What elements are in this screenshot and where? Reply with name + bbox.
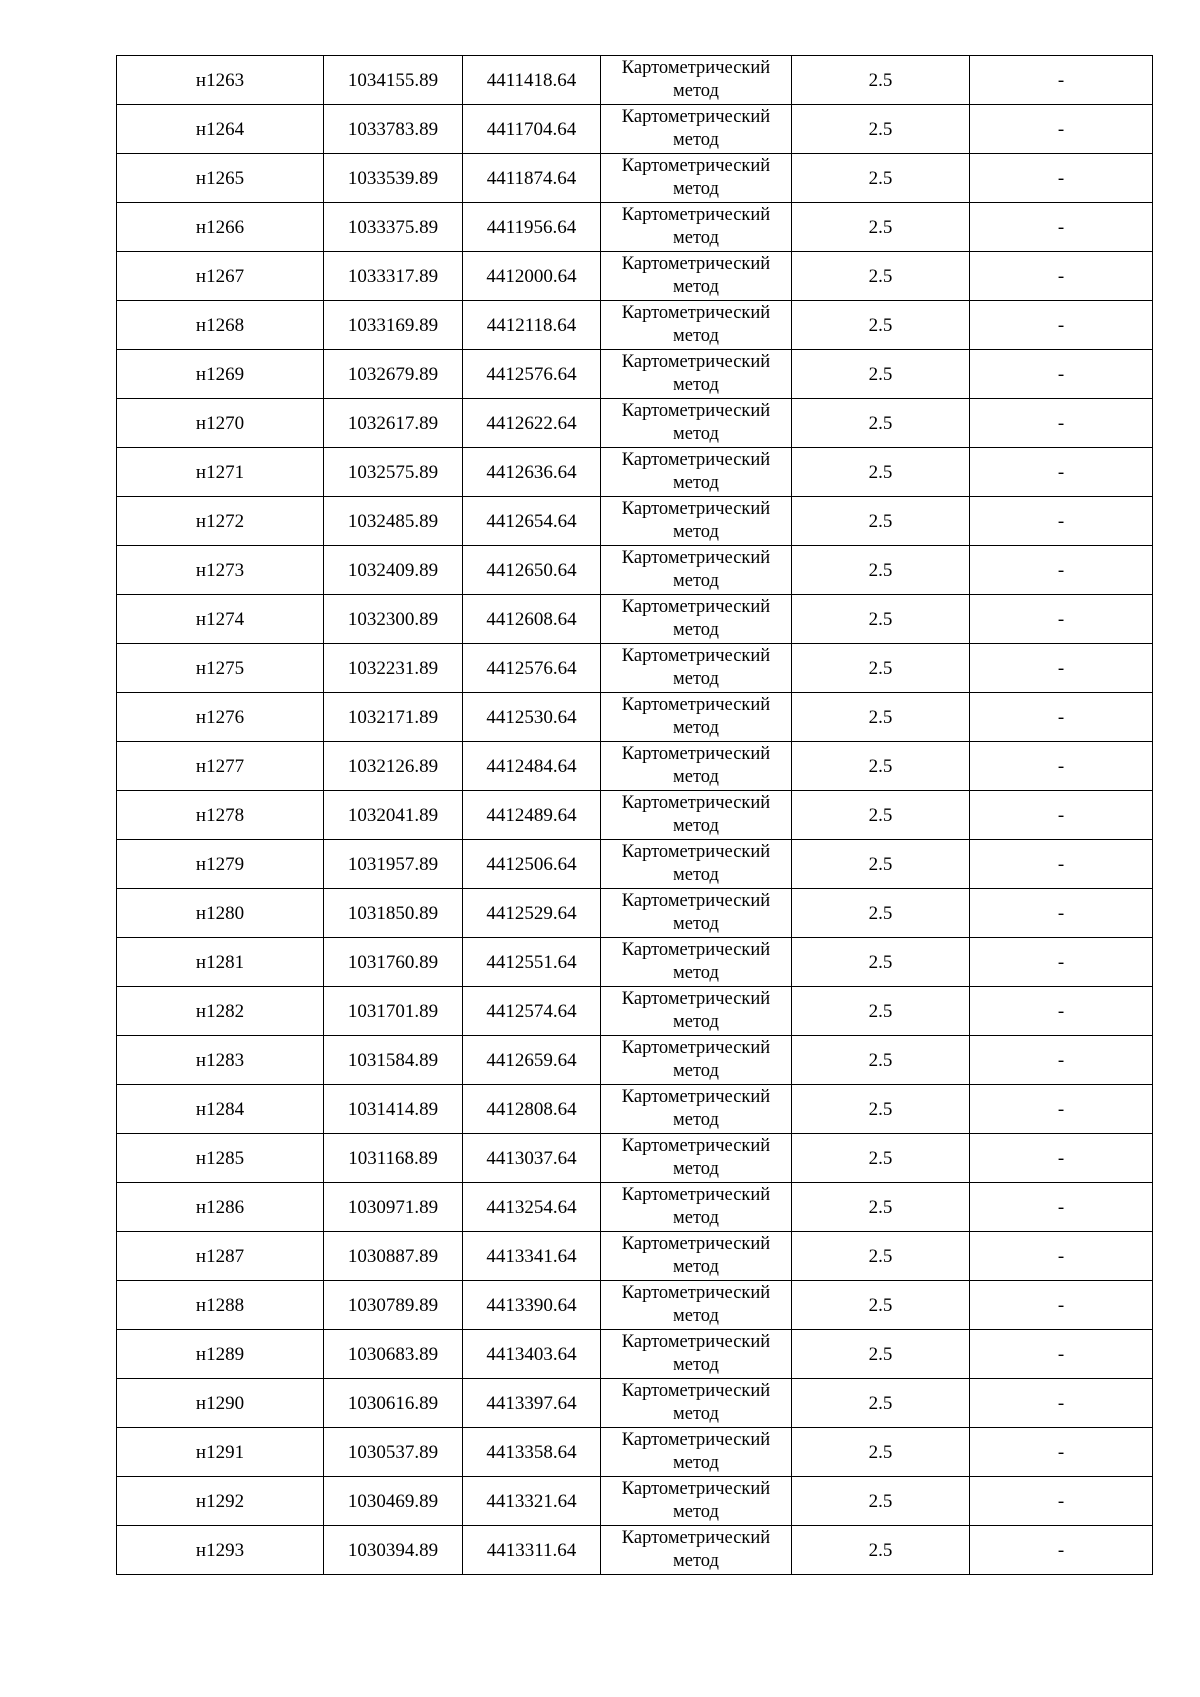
y-coordinate-cell: 4412654.64 bbox=[463, 497, 601, 546]
method-line-1: Картометрический bbox=[621, 303, 771, 323]
coordinates-table-body bbox=[117, 56, 1153, 1575]
method-cell bbox=[601, 1526, 792, 1575]
table-row bbox=[117, 105, 1153, 154]
method-cell bbox=[601, 399, 792, 448]
method-line-1: Картометрический bbox=[621, 499, 771, 519]
point-id-cell: н1286 bbox=[117, 1183, 324, 1232]
method-line-2: метод bbox=[673, 1257, 719, 1277]
point-id-cell: н1281 bbox=[117, 938, 324, 987]
table-row bbox=[117, 1232, 1153, 1281]
y-coordinate-cell: 4411956.64 bbox=[463, 203, 601, 252]
y-coordinate-cell: 4413311.64 bbox=[463, 1526, 601, 1575]
method-line-1: Картометрический bbox=[621, 1185, 771, 1205]
table-row bbox=[117, 1281, 1153, 1330]
accuracy-cell: 2.5 bbox=[792, 399, 970, 448]
method-line-1: Картометрический bbox=[621, 842, 771, 862]
table-row bbox=[117, 350, 1153, 399]
x-coordinate-cell: 1033169.89 bbox=[324, 301, 463, 350]
note-cell: - bbox=[970, 497, 1153, 546]
y-coordinate-cell: 4413254.64 bbox=[463, 1183, 601, 1232]
note-cell: - bbox=[970, 448, 1153, 497]
x-coordinate-cell: 1031168.89 bbox=[324, 1134, 463, 1183]
point-id-cell: н1271 bbox=[117, 448, 324, 497]
accuracy-cell: 2.5 bbox=[792, 497, 970, 546]
method-cell bbox=[601, 840, 792, 889]
point-id-cell: н1279 bbox=[117, 840, 324, 889]
accuracy-cell: 2.5 bbox=[792, 938, 970, 987]
x-coordinate-cell: 1031957.89 bbox=[324, 840, 463, 889]
x-coordinate-cell: 1032679.89 bbox=[324, 350, 463, 399]
point-id-cell: н1290 bbox=[117, 1379, 324, 1428]
method-line-1: Картометрический bbox=[621, 1038, 771, 1058]
point-id-cell: н1265 bbox=[117, 154, 324, 203]
method-line-2: метод bbox=[673, 228, 719, 248]
method-line-1: Картометрический bbox=[621, 744, 771, 764]
table-row bbox=[117, 840, 1153, 889]
point-id-cell: н1277 bbox=[117, 742, 324, 791]
x-coordinate-cell: 1032617.89 bbox=[324, 399, 463, 448]
method-cell bbox=[601, 497, 792, 546]
method-line-2: метод bbox=[673, 424, 719, 444]
table-row bbox=[117, 1428, 1153, 1477]
method-line-2: метод bbox=[673, 1306, 719, 1326]
point-id-cell: н1270 bbox=[117, 399, 324, 448]
method-line-1: Картометрический bbox=[621, 695, 771, 715]
table-row bbox=[117, 399, 1153, 448]
point-id-cell: н1285 bbox=[117, 1134, 324, 1183]
method-line-2: метод bbox=[673, 914, 719, 934]
y-coordinate-cell: 4412622.64 bbox=[463, 399, 601, 448]
method-line-1: Картометрический bbox=[621, 1234, 771, 1254]
y-coordinate-cell: 4411418.64 bbox=[463, 56, 601, 105]
table-row bbox=[117, 448, 1153, 497]
table-row bbox=[117, 203, 1153, 252]
method-line-1: Картометрический bbox=[621, 548, 771, 568]
method-cell bbox=[601, 1379, 792, 1428]
method-cell bbox=[601, 1085, 792, 1134]
x-coordinate-cell: 1030971.89 bbox=[324, 1183, 463, 1232]
method-cell bbox=[601, 252, 792, 301]
point-id-cell: н1287 bbox=[117, 1232, 324, 1281]
method-line-1: Картометрический bbox=[621, 1381, 771, 1401]
y-coordinate-cell: 4413037.64 bbox=[463, 1134, 601, 1183]
method-cell bbox=[601, 742, 792, 791]
y-coordinate-cell: 4412000.64 bbox=[463, 252, 601, 301]
table-row bbox=[117, 791, 1153, 840]
method-line-1: Картометрический bbox=[621, 597, 771, 617]
method-line-2: метод bbox=[673, 1110, 719, 1130]
note-cell: - bbox=[970, 1036, 1153, 1085]
table-row bbox=[117, 154, 1153, 203]
method-line-1: Картометрический bbox=[621, 1283, 771, 1303]
note-cell: - bbox=[970, 791, 1153, 840]
x-coordinate-cell: 1031850.89 bbox=[324, 889, 463, 938]
accuracy-cell: 2.5 bbox=[792, 1477, 970, 1526]
point-id-cell: н1273 bbox=[117, 546, 324, 595]
accuracy-cell: 2.5 bbox=[792, 840, 970, 889]
point-id-cell: н1289 bbox=[117, 1330, 324, 1379]
y-coordinate-cell: 4412808.64 bbox=[463, 1085, 601, 1134]
table-row bbox=[117, 1036, 1153, 1085]
x-coordinate-cell: 1032171.89 bbox=[324, 693, 463, 742]
method-line-1: Картометрический bbox=[621, 254, 771, 274]
table-row bbox=[117, 1379, 1153, 1428]
method-cell bbox=[601, 1477, 792, 1526]
method-cell bbox=[601, 644, 792, 693]
y-coordinate-cell: 4412530.64 bbox=[463, 693, 601, 742]
accuracy-cell: 2.5 bbox=[792, 1526, 970, 1575]
method-cell bbox=[601, 448, 792, 497]
x-coordinate-cell: 1031414.89 bbox=[324, 1085, 463, 1134]
point-id-cell: н1293 bbox=[117, 1526, 324, 1575]
note-cell: - bbox=[970, 1428, 1153, 1477]
method-line-1: Картометрический bbox=[621, 1087, 771, 1107]
note-cell: - bbox=[970, 742, 1153, 791]
method-line-2: метод bbox=[673, 669, 719, 689]
note-cell: - bbox=[970, 1183, 1153, 1232]
method-line-2: метод bbox=[673, 1355, 719, 1375]
method-line-2: метод bbox=[673, 81, 719, 101]
method-line-2: метод bbox=[673, 620, 719, 640]
y-coordinate-cell: 4413397.64 bbox=[463, 1379, 601, 1428]
method-cell bbox=[601, 595, 792, 644]
table-row bbox=[117, 693, 1153, 742]
point-id-cell: н1267 bbox=[117, 252, 324, 301]
point-id-cell: н1282 bbox=[117, 987, 324, 1036]
method-cell bbox=[601, 791, 792, 840]
method-line-2: метод bbox=[673, 816, 719, 836]
x-coordinate-cell: 1030469.89 bbox=[324, 1477, 463, 1526]
note-cell: - bbox=[970, 889, 1153, 938]
y-coordinate-cell: 4413341.64 bbox=[463, 1232, 601, 1281]
accuracy-cell: 2.5 bbox=[792, 889, 970, 938]
table-row bbox=[117, 1330, 1153, 1379]
method-line-2: метод bbox=[673, 326, 719, 346]
table-row bbox=[117, 546, 1153, 595]
table-row bbox=[117, 252, 1153, 301]
table-row bbox=[117, 1134, 1153, 1183]
y-coordinate-cell: 4412484.64 bbox=[463, 742, 601, 791]
x-coordinate-cell: 1032575.89 bbox=[324, 448, 463, 497]
y-coordinate-cell: 4413358.64 bbox=[463, 1428, 601, 1477]
accuracy-cell: 2.5 bbox=[792, 644, 970, 693]
y-coordinate-cell: 4411874.64 bbox=[463, 154, 601, 203]
point-id-cell: н1283 bbox=[117, 1036, 324, 1085]
method-line-1: Картометрический bbox=[621, 450, 771, 470]
accuracy-cell: 2.5 bbox=[792, 203, 970, 252]
x-coordinate-cell: 1032300.89 bbox=[324, 595, 463, 644]
x-coordinate-cell: 1030394.89 bbox=[324, 1526, 463, 1575]
method-cell bbox=[601, 987, 792, 1036]
method-line-2: метод bbox=[673, 130, 719, 150]
y-coordinate-cell: 4412489.64 bbox=[463, 791, 601, 840]
method-line-1: Картометрический bbox=[621, 1430, 771, 1450]
note-cell: - bbox=[970, 1330, 1153, 1379]
accuracy-cell: 2.5 bbox=[792, 1134, 970, 1183]
table-row bbox=[117, 301, 1153, 350]
method-line-1: Картометрический bbox=[621, 352, 771, 372]
method-line-1: Картометрический bbox=[621, 156, 771, 176]
x-coordinate-cell: 1033375.89 bbox=[324, 203, 463, 252]
method-cell bbox=[601, 1183, 792, 1232]
method-line-2: метод bbox=[673, 1061, 719, 1081]
accuracy-cell: 2.5 bbox=[792, 56, 970, 105]
table-row bbox=[117, 497, 1153, 546]
coordinates-table bbox=[116, 55, 1153, 1575]
point-id-cell: н1264 bbox=[117, 105, 324, 154]
accuracy-cell: 2.5 bbox=[792, 546, 970, 595]
point-id-cell: н1284 bbox=[117, 1085, 324, 1134]
y-coordinate-cell: 4413403.64 bbox=[463, 1330, 601, 1379]
accuracy-cell: 2.5 bbox=[792, 1183, 970, 1232]
accuracy-cell: 2.5 bbox=[792, 987, 970, 1036]
method-cell bbox=[601, 203, 792, 252]
table-row bbox=[117, 889, 1153, 938]
y-coordinate-cell: 4412650.64 bbox=[463, 546, 601, 595]
accuracy-cell: 2.5 bbox=[792, 1232, 970, 1281]
y-coordinate-cell: 4412574.64 bbox=[463, 987, 601, 1036]
y-coordinate-cell: 4412529.64 bbox=[463, 889, 601, 938]
accuracy-cell: 2.5 bbox=[792, 693, 970, 742]
point-id-cell: н1263 bbox=[117, 56, 324, 105]
x-coordinate-cell: 1030616.89 bbox=[324, 1379, 463, 1428]
x-coordinate-cell: 1033317.89 bbox=[324, 252, 463, 301]
accuracy-cell: 2.5 bbox=[792, 742, 970, 791]
accuracy-cell: 2.5 bbox=[792, 252, 970, 301]
method-cell bbox=[601, 154, 792, 203]
y-coordinate-cell: 4412636.64 bbox=[463, 448, 601, 497]
method-line-1: Картометрический bbox=[621, 1528, 771, 1548]
x-coordinate-cell: 1033539.89 bbox=[324, 154, 463, 203]
method-line-2: метод bbox=[673, 1502, 719, 1522]
accuracy-cell: 2.5 bbox=[792, 1428, 970, 1477]
method-line-2: метод bbox=[673, 1453, 719, 1473]
x-coordinate-cell: 1030887.89 bbox=[324, 1232, 463, 1281]
accuracy-cell: 2.5 bbox=[792, 1036, 970, 1085]
point-id-cell: н1288 bbox=[117, 1281, 324, 1330]
method-cell bbox=[601, 1330, 792, 1379]
method-cell bbox=[601, 693, 792, 742]
note-cell: - bbox=[970, 301, 1153, 350]
point-id-cell: н1292 bbox=[117, 1477, 324, 1526]
accuracy-cell: 2.5 bbox=[792, 1281, 970, 1330]
table-row bbox=[117, 938, 1153, 987]
y-coordinate-cell: 4412118.64 bbox=[463, 301, 601, 350]
method-line-2: метод bbox=[673, 1551, 719, 1571]
point-id-cell: н1275 bbox=[117, 644, 324, 693]
table-row bbox=[117, 644, 1153, 693]
method-line-2: метод bbox=[673, 865, 719, 885]
table-row bbox=[117, 56, 1153, 105]
accuracy-cell: 2.5 bbox=[792, 1085, 970, 1134]
note-cell: - bbox=[970, 1232, 1153, 1281]
x-coordinate-cell: 1032231.89 bbox=[324, 644, 463, 693]
method-line-1: Картометрический bbox=[621, 940, 771, 960]
table-row bbox=[117, 1477, 1153, 1526]
method-line-1: Картометрический bbox=[621, 1332, 771, 1352]
point-id-cell: н1291 bbox=[117, 1428, 324, 1477]
method-cell bbox=[601, 938, 792, 987]
x-coordinate-cell: 1032041.89 bbox=[324, 791, 463, 840]
method-line-2: метод bbox=[673, 571, 719, 591]
method-line-1: Картометрический bbox=[621, 401, 771, 421]
method-cell bbox=[601, 889, 792, 938]
method-line-1: Картометрический bbox=[621, 1136, 771, 1156]
method-line-2: метод bbox=[673, 179, 719, 199]
y-coordinate-cell: 4412576.64 bbox=[463, 350, 601, 399]
x-coordinate-cell: 1032409.89 bbox=[324, 546, 463, 595]
method-cell bbox=[601, 56, 792, 105]
accuracy-cell: 2.5 bbox=[792, 448, 970, 497]
point-id-cell: н1280 bbox=[117, 889, 324, 938]
note-cell: - bbox=[970, 546, 1153, 595]
method-line-2: метод bbox=[673, 1208, 719, 1228]
x-coordinate-cell: 1031701.89 bbox=[324, 987, 463, 1036]
x-coordinate-cell: 1030537.89 bbox=[324, 1428, 463, 1477]
point-id-cell: н1276 bbox=[117, 693, 324, 742]
accuracy-cell: 2.5 bbox=[792, 595, 970, 644]
accuracy-cell: 2.5 bbox=[792, 105, 970, 154]
x-coordinate-cell: 1033783.89 bbox=[324, 105, 463, 154]
table-row bbox=[117, 1183, 1153, 1232]
note-cell: - bbox=[970, 399, 1153, 448]
method-line-2: метод bbox=[673, 1012, 719, 1032]
note-cell: - bbox=[970, 1134, 1153, 1183]
method-cell bbox=[601, 105, 792, 154]
x-coordinate-cell: 1032485.89 bbox=[324, 497, 463, 546]
method-line-2: метод bbox=[673, 277, 719, 297]
method-line-1: Картометрический bbox=[621, 989, 771, 1009]
note-cell: - bbox=[970, 1477, 1153, 1526]
table-row bbox=[117, 742, 1153, 791]
method-cell bbox=[601, 1036, 792, 1085]
method-line-2: метод bbox=[673, 522, 719, 542]
method-line-2: метод bbox=[673, 375, 719, 395]
note-cell: - bbox=[970, 693, 1153, 742]
x-coordinate-cell: 1031760.89 bbox=[324, 938, 463, 987]
y-coordinate-cell: 4411704.64 bbox=[463, 105, 601, 154]
method-line-2: метод bbox=[673, 767, 719, 787]
y-coordinate-cell: 4412576.64 bbox=[463, 644, 601, 693]
table-row bbox=[117, 1085, 1153, 1134]
method-cell bbox=[601, 301, 792, 350]
accuracy-cell: 2.5 bbox=[792, 1379, 970, 1428]
accuracy-cell: 2.5 bbox=[792, 350, 970, 399]
point-id-cell: н1278 bbox=[117, 791, 324, 840]
note-cell: - bbox=[970, 840, 1153, 889]
y-coordinate-cell: 4412551.64 bbox=[463, 938, 601, 987]
x-coordinate-cell: 1030683.89 bbox=[324, 1330, 463, 1379]
note-cell: - bbox=[970, 987, 1153, 1036]
accuracy-cell: 2.5 bbox=[792, 301, 970, 350]
note-cell: - bbox=[970, 1281, 1153, 1330]
method-line-2: метод bbox=[673, 963, 719, 983]
method-line-1: Картометрический bbox=[621, 646, 771, 666]
note-cell: - bbox=[970, 644, 1153, 693]
table-row bbox=[117, 595, 1153, 644]
note-cell: - bbox=[970, 105, 1153, 154]
accuracy-cell: 2.5 bbox=[792, 791, 970, 840]
method-cell bbox=[601, 1134, 792, 1183]
y-coordinate-cell: 4412608.64 bbox=[463, 595, 601, 644]
method-cell bbox=[601, 1428, 792, 1477]
table-row bbox=[117, 1526, 1153, 1575]
method-line-1: Картометрический bbox=[621, 107, 771, 127]
y-coordinate-cell: 4413390.64 bbox=[463, 1281, 601, 1330]
x-coordinate-cell: 1030789.89 bbox=[324, 1281, 463, 1330]
method-line-2: метод bbox=[673, 473, 719, 493]
note-cell: - bbox=[970, 1085, 1153, 1134]
note-cell: - bbox=[970, 56, 1153, 105]
point-id-cell: н1272 bbox=[117, 497, 324, 546]
note-cell: - bbox=[970, 1526, 1153, 1575]
note-cell: - bbox=[970, 154, 1153, 203]
method-line-1: Картометрический bbox=[621, 793, 771, 813]
method-cell bbox=[601, 546, 792, 595]
y-coordinate-cell: 4412506.64 bbox=[463, 840, 601, 889]
point-id-cell: н1268 bbox=[117, 301, 324, 350]
method-line-1: Картометрический bbox=[621, 891, 771, 911]
x-coordinate-cell: 1031584.89 bbox=[324, 1036, 463, 1085]
note-cell: - bbox=[970, 203, 1153, 252]
method-line-2: метод bbox=[673, 1159, 719, 1179]
y-coordinate-cell: 4413321.64 bbox=[463, 1477, 601, 1526]
method-cell bbox=[601, 1232, 792, 1281]
method-line-2: метод bbox=[673, 718, 719, 738]
point-id-cell: н1269 bbox=[117, 350, 324, 399]
point-id-cell: н1266 bbox=[117, 203, 324, 252]
note-cell: - bbox=[970, 252, 1153, 301]
note-cell: - bbox=[970, 350, 1153, 399]
method-line-1: Картометрический bbox=[621, 205, 771, 225]
method-line-2: метод bbox=[673, 1404, 719, 1424]
note-cell: - bbox=[970, 595, 1153, 644]
table-row bbox=[117, 987, 1153, 1036]
method-cell bbox=[601, 1281, 792, 1330]
y-coordinate-cell: 4412659.64 bbox=[463, 1036, 601, 1085]
accuracy-cell: 2.5 bbox=[792, 154, 970, 203]
note-cell: - bbox=[970, 1379, 1153, 1428]
method-line-1: Картометрический bbox=[621, 58, 771, 78]
x-coordinate-cell: 1034155.89 bbox=[324, 56, 463, 105]
point-id-cell: н1274 bbox=[117, 595, 324, 644]
method-line-1: Картометрический bbox=[621, 1479, 771, 1499]
method-cell bbox=[601, 350, 792, 399]
accuracy-cell: 2.5 bbox=[792, 1330, 970, 1379]
x-coordinate-cell: 1032126.89 bbox=[324, 742, 463, 791]
note-cell: - bbox=[970, 938, 1153, 987]
